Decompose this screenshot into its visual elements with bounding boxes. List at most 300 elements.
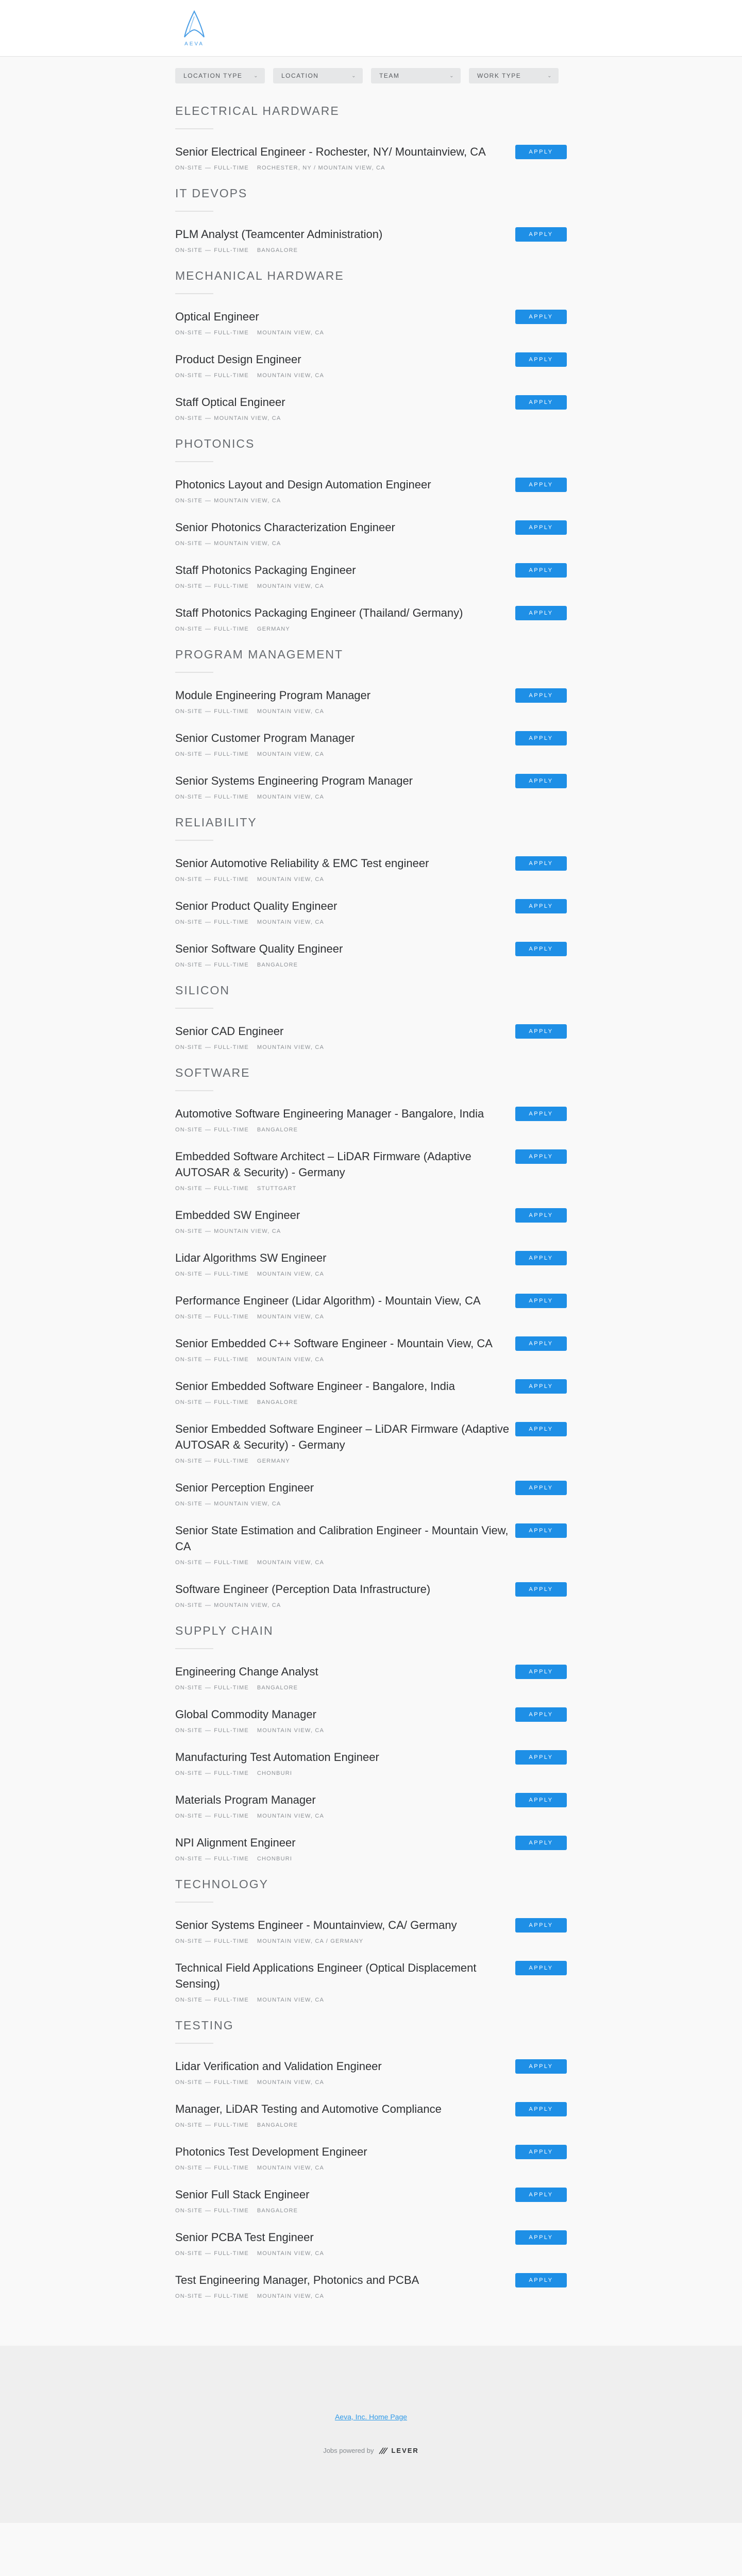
job-title-link[interactable]: Senior Software Quality Engineer bbox=[175, 942, 343, 955]
meta-separator: — bbox=[205, 1727, 212, 1734]
apply-button[interactable]: APPLY bbox=[515, 2273, 567, 2287]
chevron-down-icon: ⌄ bbox=[449, 73, 454, 79]
posting-meta bbox=[175, 1997, 510, 2003]
location: MOUNTAIN VIEW, CA bbox=[214, 540, 281, 547]
posting-meta bbox=[175, 751, 510, 757]
meta-separator: — bbox=[205, 708, 212, 715]
job-posting bbox=[175, 1522, 567, 1566]
job-title-link[interactable]: Manager, LiDAR Testing and Automotive Compliance bbox=[175, 2103, 442, 2115]
apply-button[interactable]: APPLY bbox=[515, 563, 567, 578]
category-title: MECHANICAL HARDWARE bbox=[175, 269, 567, 294]
work-style: ON-SITE bbox=[175, 583, 203, 589]
commitment: FULL-TIME bbox=[214, 1314, 249, 1320]
posting-info bbox=[175, 2229, 510, 2257]
job-posting bbox=[175, 2144, 567, 2171]
location: CHONBURI bbox=[257, 1770, 293, 1776]
job-title-link[interactable]: Staff Photonics Packaging Engineer bbox=[175, 564, 356, 577]
job-posting bbox=[175, 1207, 567, 1234]
filter-dropdown[interactable] bbox=[175, 68, 265, 83]
location: BANGALORE bbox=[257, 1685, 298, 1691]
powered-by bbox=[0, 2447, 742, 2454]
commitment: FULL-TIME bbox=[214, 626, 249, 632]
meta-separator: — bbox=[205, 165, 212, 171]
meta-separator: — bbox=[205, 1399, 212, 1405]
posting-meta bbox=[175, 2079, 510, 2086]
work-style: ON-SITE bbox=[175, 2079, 203, 2086]
apply-button[interactable]: APPLY bbox=[515, 942, 567, 956]
job-title-link[interactable]: Module Engineering Program Manager bbox=[175, 689, 371, 702]
apply-button[interactable]: APPLY bbox=[515, 2059, 567, 2074]
posting-meta bbox=[175, 498, 510, 504]
apply-button[interactable]: APPLY bbox=[515, 2230, 567, 2245]
location: MOUNTAIN VIEW, CA bbox=[257, 2079, 325, 2086]
posting-meta bbox=[175, 919, 510, 925]
apply-button[interactable]: APPLY bbox=[515, 310, 567, 324]
apply-button[interactable]: APPLY bbox=[515, 606, 567, 620]
meta-separator: — bbox=[205, 1813, 212, 1819]
apply-button[interactable]: APPLY bbox=[515, 731, 567, 745]
meta-separator: — bbox=[205, 1357, 212, 1363]
category-title: PROGRAM MANAGEMENT bbox=[175, 648, 567, 673]
logo-wordmark: AEVA bbox=[184, 41, 204, 47]
meta-separator: — bbox=[205, 372, 212, 379]
posting-meta bbox=[175, 876, 510, 883]
posting-meta bbox=[175, 583, 510, 589]
location: MOUNTAIN VIEW, CA bbox=[257, 2165, 325, 2171]
job-title-link[interactable]: Automotive Software Engineering Manager - Bangalore, India bbox=[175, 1107, 484, 1120]
posting-category bbox=[175, 1066, 567, 1608]
job-posting bbox=[175, 1023, 567, 1050]
apply-button[interactable]: APPLY bbox=[515, 899, 567, 913]
job-title-link[interactable]: Senior Customer Program Manager bbox=[175, 732, 355, 744]
location: MOUNTAIN VIEW, CA bbox=[257, 1357, 325, 1363]
job-title-link[interactable]: Staff Photonics Packaging Engineer (Thailand/ Germany) bbox=[175, 606, 463, 619]
category-title: RELIABILITY bbox=[175, 816, 567, 841]
job-posting bbox=[175, 941, 567, 968]
posting-info bbox=[175, 2272, 510, 2299]
commitment: FULL-TIME bbox=[214, 2250, 249, 2257]
work-style: ON-SITE bbox=[175, 962, 203, 968]
job-title-link[interactable]: Photonics Test Development Engineer bbox=[175, 2145, 367, 2158]
apply-button[interactable]: APPLY bbox=[515, 1107, 567, 1121]
apply-button[interactable]: APPLY bbox=[515, 1422, 567, 1436]
apply-button[interactable]: APPLY bbox=[515, 145, 567, 159]
apply-button[interactable]: APPLY bbox=[515, 2102, 567, 2116]
job-title-link[interactable]: Staff Optical Engineer bbox=[175, 396, 285, 409]
work-style: ON-SITE bbox=[175, 1813, 203, 1819]
job-posting bbox=[175, 144, 567, 171]
meta-separator: — bbox=[205, 2079, 212, 2086]
posting-meta bbox=[175, 1560, 510, 1566]
posting-info bbox=[175, 773, 510, 800]
apply-button[interactable]: APPLY bbox=[515, 688, 567, 703]
location: MOUNTAIN VIEW, CA bbox=[214, 1501, 281, 1507]
work-style: ON-SITE bbox=[175, 919, 203, 925]
apply-button[interactable]: APPLY bbox=[515, 227, 567, 242]
job-posting bbox=[175, 226, 567, 253]
job-title-link[interactable]: Materials Program Manager bbox=[175, 1793, 316, 1806]
top-header bbox=[0, 0, 742, 57]
meta-separator: — bbox=[205, 2165, 212, 2171]
posting-info bbox=[175, 394, 510, 421]
commitment: FULL-TIME bbox=[214, 919, 249, 925]
commitment: FULL-TIME bbox=[214, 1938, 249, 1944]
commitment: FULL-TIME bbox=[214, 2079, 249, 2086]
work-style: ON-SITE bbox=[175, 1044, 203, 1050]
job-title-link[interactable]: Software Engineer (Perception Data Infrastructure) bbox=[175, 1583, 431, 1596]
job-posting bbox=[175, 1250, 567, 1277]
chevron-down-icon: ⌄ bbox=[351, 73, 357, 79]
job-posting bbox=[175, 2229, 567, 2257]
job-title-link[interactable]: Global Commodity Manager bbox=[175, 1708, 316, 1721]
category-title: IT DEVOPS bbox=[175, 187, 567, 212]
commitment: FULL-TIME bbox=[214, 372, 249, 379]
category-title: SUPPLY CHAIN bbox=[175, 1624, 567, 1649]
job-title-link[interactable]: Senior Embedded Software Engineer - Bangalore, India bbox=[175, 1380, 456, 1393]
apply-button[interactable]: APPLY bbox=[515, 395, 567, 410]
lever-logo-text: LEVER bbox=[391, 2447, 419, 2454]
posting-meta bbox=[175, 2293, 510, 2299]
meta-separator: — bbox=[205, 2208, 212, 2214]
job-title-link[interactable]: Senior PCBA Test Engineer bbox=[175, 2231, 314, 2244]
category-title: SOFTWARE bbox=[175, 1066, 567, 1091]
commitment: FULL-TIME bbox=[214, 1399, 249, 1405]
meta-separator: — bbox=[205, 1685, 212, 1691]
work-style: ON-SITE bbox=[175, 1271, 203, 1277]
posting-meta bbox=[175, 1314, 510, 1320]
location: BANGALORE bbox=[257, 2208, 298, 2214]
meta-separator: — bbox=[205, 583, 212, 589]
apply-button[interactable]: APPLY bbox=[515, 1582, 567, 1597]
posting-meta bbox=[175, 372, 510, 379]
location: MOUNTAIN VIEW, CA bbox=[257, 1560, 325, 1566]
work-style: ON-SITE bbox=[175, 626, 203, 632]
job-title-link[interactable]: Performance Engineer (Lidar Algorithm) - Mountain View, CA bbox=[175, 1294, 481, 1307]
filter-dropdown[interactable] bbox=[273, 68, 363, 83]
meta-separator: — bbox=[205, 330, 212, 336]
posting-meta bbox=[175, 1271, 510, 1277]
location: MOUNTAIN VIEW, CA bbox=[257, 583, 325, 589]
apply-button[interactable]: APPLY bbox=[515, 2145, 567, 2159]
posting-meta bbox=[175, 1228, 510, 1234]
location: MOUNTAIN VIEW, CA bbox=[257, 919, 325, 925]
commitment: FULL-TIME bbox=[214, 1856, 249, 1862]
job-posting bbox=[175, 1917, 567, 1944]
apply-button[interactable]: APPLY bbox=[515, 1707, 567, 1722]
job-title-link[interactable]: Senior Electrical Engineer - Rochester, NY/ Mountainview, CA bbox=[175, 145, 486, 158]
company-logo[interactable] bbox=[179, 9, 209, 49]
posting-info bbox=[175, 2144, 510, 2171]
job-title-link[interactable]: Lidar Algorithms SW Engineer bbox=[175, 1251, 327, 1264]
commitment: FULL-TIME bbox=[214, 1185, 249, 1192]
work-style: ON-SITE bbox=[175, 1727, 203, 1734]
posting-info bbox=[175, 1207, 510, 1234]
commitment: FULL-TIME bbox=[214, 2122, 249, 2128]
posting-meta bbox=[175, 962, 510, 968]
meta-separator: — bbox=[205, 1938, 212, 1944]
apply-button[interactable]: APPLY bbox=[515, 1836, 567, 1850]
posting-info bbox=[175, 519, 510, 547]
posting-meta bbox=[175, 1501, 510, 1507]
job-title-link[interactable]: Product Design Engineer bbox=[175, 353, 301, 366]
job-title-link[interactable]: Senior Automotive Reliability & EMC Test engineer bbox=[175, 857, 429, 870]
posting-meta bbox=[175, 2208, 510, 2214]
commitment: FULL-TIME bbox=[214, 962, 249, 968]
posting-info bbox=[175, 2187, 510, 2214]
job-posting bbox=[175, 394, 567, 421]
apply-button[interactable]: APPLY bbox=[515, 1961, 567, 1975]
work-style: ON-SITE bbox=[175, 1399, 203, 1405]
work-style: ON-SITE bbox=[175, 1938, 203, 1944]
apply-button[interactable]: APPLY bbox=[515, 1750, 567, 1765]
job-posting bbox=[175, 2187, 567, 2214]
location: BANGALORE bbox=[257, 2122, 298, 2128]
job-posting bbox=[175, 2101, 567, 2128]
posting-meta bbox=[175, 1127, 510, 1133]
job-title-link[interactable]: Embedded SW Engineer bbox=[175, 1209, 300, 1222]
job-posting bbox=[175, 773, 567, 800]
category-title: TESTING bbox=[175, 2019, 567, 2044]
commitment: FULL-TIME bbox=[214, 165, 249, 171]
job-posting bbox=[175, 1792, 567, 1819]
work-style: ON-SITE bbox=[175, 1314, 203, 1320]
job-title-link[interactable]: PLM Analyst (Teamcenter Administration) bbox=[175, 228, 383, 241]
work-style: ON-SITE bbox=[175, 1770, 203, 1776]
commitment: FULL-TIME bbox=[214, 1458, 249, 1464]
apply-button[interactable]: APPLY bbox=[515, 2188, 567, 2202]
commitment: FULL-TIME bbox=[214, 2208, 249, 2214]
job-title-link[interactable]: Lidar Verification and Validation Engineer bbox=[175, 2060, 382, 2073]
meta-separator: — bbox=[205, 1044, 212, 1050]
posting-meta bbox=[175, 1458, 510, 1464]
posting-info bbox=[175, 1335, 510, 1363]
job-title-link[interactable]: Test Engineering Manager, Photonics and PCBA bbox=[175, 2274, 419, 2286]
job-title-link[interactable]: Senior Embedded Software Engineer – LiDAR Firmware (Adaptive AUTOSAR & Security) - Germany bbox=[175, 1422, 510, 1451]
meta-separator: — bbox=[205, 919, 212, 925]
work-style: ON-SITE bbox=[175, 1501, 203, 1507]
work-style: ON-SITE bbox=[175, 1458, 203, 1464]
job-posting bbox=[175, 730, 567, 757]
posting-meta bbox=[175, 165, 510, 171]
commitment: FULL-TIME bbox=[214, 583, 249, 589]
apply-button[interactable]: APPLY bbox=[515, 1251, 567, 1265]
meta-separator: — bbox=[205, 751, 212, 757]
work-style: ON-SITE bbox=[175, 876, 203, 883]
posting-category bbox=[175, 2019, 567, 2299]
apply-button[interactable]: APPLY bbox=[515, 1523, 567, 1538]
location: MOUNTAIN VIEW, CA bbox=[257, 372, 325, 379]
commitment: FULL-TIME bbox=[214, 330, 249, 336]
location: MOUNTAIN VIEW, CA bbox=[214, 415, 281, 421]
apply-button[interactable]: APPLY bbox=[515, 774, 567, 788]
category-title: SILICON bbox=[175, 984, 567, 1009]
chevron-down-icon: ⌄ bbox=[547, 73, 552, 79]
job-posting bbox=[175, 562, 567, 589]
job-title-link[interactable]: Senior Systems Engineer - Mountainview, CA/ Germany bbox=[175, 1919, 457, 1931]
posting-info bbox=[175, 730, 510, 757]
filter-label: LOCATION TYPE bbox=[183, 72, 243, 79]
work-style: ON-SITE bbox=[175, 1560, 203, 1566]
location: GERMANY bbox=[257, 626, 290, 632]
job-title-link[interactable]: Senior Photonics Characterization Engineer bbox=[175, 521, 395, 534]
job-posting bbox=[175, 1293, 567, 1320]
posting-meta bbox=[175, 1938, 510, 1944]
location: MOUNTAIN VIEW, CA bbox=[257, 2293, 325, 2299]
meta-separator: — bbox=[205, 1501, 212, 1507]
job-title-link[interactable]: NPI Alignment Engineer bbox=[175, 1836, 296, 1849]
meta-separator: — bbox=[205, 1770, 212, 1776]
job-title-link[interactable]: Senior Full Stack Engineer bbox=[175, 2188, 310, 2201]
posting-info bbox=[175, 351, 510, 379]
job-title-link[interactable]: Optical Engineer bbox=[175, 310, 259, 323]
posting-info bbox=[175, 1960, 510, 2003]
job-posting bbox=[175, 1960, 567, 2003]
work-style: ON-SITE bbox=[175, 540, 203, 547]
job-posting bbox=[175, 855, 567, 883]
job-title-link[interactable]: Embedded Software Architect – LiDAR Firmware (Adaptive AUTOSAR & Security) - Germany bbox=[175, 1150, 471, 1179]
job-posting bbox=[175, 1749, 567, 1776]
apply-button[interactable]: APPLY bbox=[515, 520, 567, 535]
job-title-link[interactable]: Manufacturing Test Automation Engineer bbox=[175, 1751, 379, 1764]
location: MOUNTAIN VIEW, CA bbox=[257, 1271, 325, 1277]
job-title-link[interactable]: Senior Perception Engineer bbox=[175, 1481, 314, 1494]
posting-meta bbox=[175, 1727, 510, 1734]
apply-button[interactable]: APPLY bbox=[515, 1379, 567, 1394]
location: MOUNTAIN VIEW, CA bbox=[257, 876, 325, 883]
meta-separator: — bbox=[205, 876, 212, 883]
location: MOUNTAIN VIEW, CA bbox=[257, 1727, 325, 1734]
apply-button[interactable]: APPLY bbox=[515, 352, 567, 367]
commitment: FULL-TIME bbox=[214, 1770, 249, 1776]
work-style: ON-SITE bbox=[175, 1127, 203, 1133]
filter-dropdown[interactable] bbox=[469, 68, 559, 83]
job-posting bbox=[175, 2058, 567, 2086]
posting-category bbox=[175, 984, 567, 1050]
filter-bar bbox=[175, 68, 567, 83]
job-title-link[interactable]: Senior Embedded C++ Software Engineer - Mountain View, CA bbox=[175, 1337, 493, 1350]
job-posting bbox=[175, 1581, 567, 1608]
posting-meta bbox=[175, 2250, 510, 2257]
posting-info bbox=[175, 1378, 510, 1405]
posting-info bbox=[175, 605, 510, 632]
posting-meta bbox=[175, 540, 510, 547]
apply-button[interactable]: APPLY bbox=[515, 856, 567, 871]
posting-info bbox=[175, 226, 510, 253]
job-title-link[interactable]: Senior Systems Engineering Program Manager bbox=[175, 774, 413, 787]
job-title-link[interactable]: Technical Field Applications Engineer (Optical Displacement Sensing) bbox=[175, 1961, 477, 1990]
commitment: FULL-TIME bbox=[214, 751, 249, 757]
job-title-link[interactable]: Photonics Layout and Design Automation Engineer bbox=[175, 478, 431, 491]
filter-dropdown[interactable] bbox=[371, 68, 461, 83]
category-title: PHOTONICS bbox=[175, 437, 567, 462]
posting-info bbox=[175, 1148, 510, 1192]
posting-meta bbox=[175, 626, 510, 632]
posting-info bbox=[175, 1581, 510, 1608]
job-posting bbox=[175, 687, 567, 715]
work-style: ON-SITE bbox=[175, 1228, 203, 1234]
posting-meta bbox=[175, 1185, 510, 1192]
posting-info bbox=[175, 562, 510, 589]
work-style: ON-SITE bbox=[175, 2293, 203, 2299]
commitment: FULL-TIME bbox=[214, 1685, 249, 1691]
apply-button[interactable]: APPLY bbox=[515, 1294, 567, 1308]
job-title-link[interactable]: Engineering Change Analyst bbox=[175, 1665, 318, 1678]
apply-button[interactable]: APPLY bbox=[515, 478, 567, 492]
posting-category bbox=[175, 187, 567, 253]
location: MOUNTAIN VIEW, CA bbox=[257, 708, 325, 715]
commitment: FULL-TIME bbox=[214, 1127, 249, 1133]
location: MOUNTAIN VIEW, CA bbox=[257, 2250, 325, 2257]
powered-by-text: Jobs powered by bbox=[323, 2447, 374, 2454]
posting-meta bbox=[175, 1685, 510, 1691]
posting-info bbox=[175, 1250, 510, 1277]
company-home-link[interactable]: Aeva, Inc. Home Page bbox=[334, 2413, 408, 2421]
apply-button[interactable]: APPLY bbox=[515, 1024, 567, 1039]
meta-separator: — bbox=[205, 2293, 212, 2299]
posting-meta bbox=[175, 1357, 510, 1363]
meta-separator: — bbox=[205, 415, 212, 421]
location: MOUNTAIN VIEW, CA bbox=[214, 1228, 281, 1234]
meta-separator: — bbox=[205, 247, 212, 253]
job-posting bbox=[175, 519, 567, 547]
work-style: ON-SITE bbox=[175, 372, 203, 379]
filter-label: WORK TYPE bbox=[477, 72, 521, 79]
job-posting bbox=[175, 1664, 567, 1691]
posting-info bbox=[175, 2101, 510, 2128]
apply-button[interactable]: APPLY bbox=[515, 1208, 567, 1223]
commitment: FULL-TIME bbox=[214, 794, 249, 800]
posting-meta bbox=[175, 247, 510, 253]
job-posting bbox=[175, 477, 567, 504]
job-title-link[interactable]: Senior Product Quality Engineer bbox=[175, 900, 338, 912]
posting-category bbox=[175, 648, 567, 800]
apply-button[interactable]: APPLY bbox=[515, 1149, 567, 1164]
posting-info bbox=[175, 477, 510, 504]
work-style: ON-SITE bbox=[175, 1357, 203, 1363]
posting-info bbox=[175, 1835, 510, 1862]
location: CHONBURI bbox=[257, 1856, 293, 1862]
commitment: FULL-TIME bbox=[214, 1813, 249, 1819]
location: MOUNTAIN VIEW, CA bbox=[257, 1997, 325, 2003]
location: BANGALORE bbox=[257, 962, 298, 968]
meta-separator: — bbox=[205, 1127, 212, 1133]
filter-label: LOCATION bbox=[281, 72, 319, 79]
aeva-logo-icon bbox=[179, 9, 209, 40]
posting-info bbox=[175, 855, 510, 883]
job-title-link[interactable]: Senior State Estimation and Calibration Engineer - Mountain View, CA bbox=[175, 1524, 509, 1553]
location: MOUNTAIN VIEW, CA bbox=[257, 1314, 325, 1320]
apply-button[interactable]: APPLY bbox=[515, 1918, 567, 1933]
posting-meta bbox=[175, 330, 510, 336]
lever-logo[interactable] bbox=[379, 2447, 418, 2454]
posting-info bbox=[175, 898, 510, 925]
apply-button[interactable]: APPLY bbox=[515, 1665, 567, 1679]
posting-info bbox=[175, 2058, 510, 2086]
apply-button[interactable]: APPLY bbox=[515, 1481, 567, 1495]
work-style: ON-SITE bbox=[175, 1685, 203, 1691]
apply-button[interactable]: APPLY bbox=[515, 1793, 567, 1807]
posting-info bbox=[175, 1106, 510, 1133]
work-style: ON-SITE bbox=[175, 1997, 203, 2003]
chevron-down-icon: ⌄ bbox=[254, 73, 259, 79]
meta-separator: — bbox=[205, 1997, 212, 2003]
meta-separator: — bbox=[205, 1185, 212, 1192]
posting-info bbox=[175, 1917, 510, 1944]
location: MOUNTAIN VIEW, CA bbox=[214, 498, 281, 504]
job-title-link[interactable]: Senior CAD Engineer bbox=[175, 1025, 284, 1038]
postings-list bbox=[175, 104, 567, 2299]
apply-button[interactable]: APPLY bbox=[515, 1336, 567, 1351]
